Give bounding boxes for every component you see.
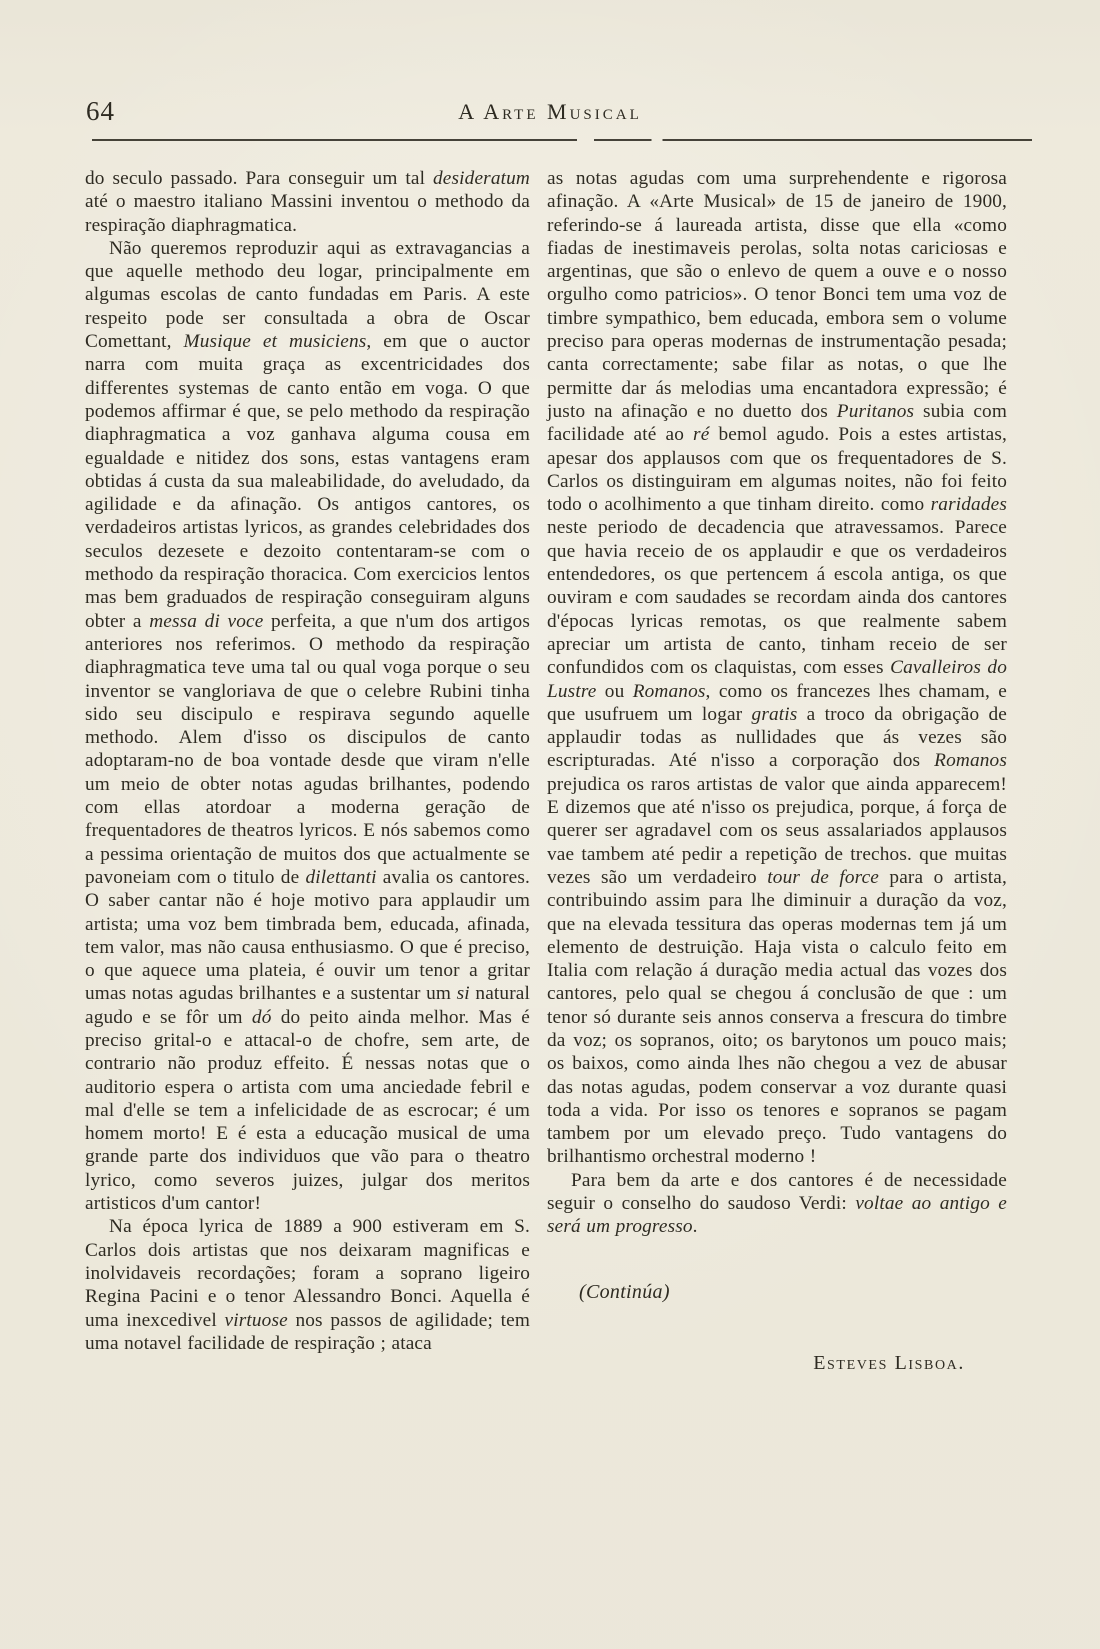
- article-body: [85, 167, 1007, 1375]
- paragraph: as notas agudas com uma surprehendente e rigorosa afinação. A «Arte Musical» de 15 de janeiro de 1900, referindo-se á laureada artista, disse que ella «como fiadas de inestimaveis perolas, solta notas cariciosas e argentinas, que são o enlevo de quem a ouve e o nosso orgulho como patricios». O tenor Bonci tem uma voz de timbre sympathico, bem educada, embora sem o volume preciso para operas modernas de instrumentação pesada; canta correctamente; sabe filar as notas, o que lhe permitte dar ás melodias uma encantadora expressão; é justo na afinação e no duetto dos Puritanos subia com facilidade até ao ré bemol agudo. Pois a estes artistas, apesar dos applausos com que os frequentadores de S. Carlos os distinguiram em algumas noites, não foi feito todo o acolhimento a que tinham direito. como raridades neste periodo de decadencia que atravessamos. Parece que havia receio de os applaudir e que os verdadeiros entendedores, os que pertencem á escola antiga, os que ouviram e com saudades se recordam ainda dos cantores d'épocas lyricas remotas, os que realmente sabem apreciar um artista de canto, tinham receio de ser confundidos com os claquistas, com esses Cavalleiros do Lustre ou Romanos, como os francezes lhes chamam, e que usufruem um logar gratis a troco da obrigação de applaudir todas as nullidades que ás vezes são escripturadas. Até n'isso a corporação dos Romanos prejudica os raros artistas de valor que ainda apparecem! E dizemos que até n'isso os prejudica, porque, á força de querer ser agradavel com os seus assalariados applausos vae tambem até pedir a repetição de trechos. que muitas vezes são um verdadeiro tour de force para o artista, contribuindo assim para lhe diminuir a duração da voz, que na elevada tessitura das operas modernas tem já um elemento de destruição. Haja vista o calculo feito em Italia com relação á duração media actual das vozes dos cantores, pelo qual se chegou á conclusão de que : um tenor só durante seis annos conserva a frescura do timbre da voz; os sopranos, oito; os barytonos um pouco mais; os baixos, como ainda lhes não chegou a vez de abusar das notas agudas, podem conservar a voz durante quasi toda a vida. Por isso os tenores e sopranos se pagam tambem por um elevado preço. Tudo vantagens do brilhantismo orchestral moderno !: [547, 168, 1008, 1168]
- paragraph: Na época lyrica de 1889 a 900 estiveram em S. Carlos dois artistas que nos deixaram magnificas e inolvidaveis recordações; foram a soprano ligeiro Regina Pacini e o tenor Alessandro Bonci. Aquella é uma inexcedivel virtuose nos passos de agilidade; tem uma notavel facilidade de respiração ; ataca: [85, 1216, 530, 1354]
- paragraph: Não queremos reproduzir aqui as extravagancias a que aquelle methodo deu logar, principalmente em algumas escolas de canto fundadas em Paris. A este respeito pode ser consultada a obra de Oscar Comettant, Musique et musiciens, em que o auctor narra com muita graça as excentricidades dos differentes systemas de canto então em voga. O que podemos affirmar é que, se pelo methodo da respiração diaphragmatica a voz ganhava alguma cousa em egualdade e nitidez dos sons, estas vantagens eram obtidas á custa da sua maleabilidade, do aveludado, da agilidade e da afinação. Os antigos cantores, os verdadeiros artistas lyricos, as grandes celebridades dos seculos dezesete e dezoito contentaram-se com o methodo da respiração thoracica. Com exercicios lentos mas bem graduados de respiração conseguiram alguns obter a messa di voce perfeita, a que n'um dos artigos anteriores nos referimos. O methodo da respiração diaphragmatica teve uma tal ou qual voga porque o seu inventor se vangloriava de que o celebre Rubini tinha sido seu discipulo e respirava segundo aquelle methodo. Alem d'isso os discipulos de canto adoptaram-no de boa vontade desde que viram n'elle um meio de obter notas agudas brilhantes, podendo com ellas atordoar a moderna geração de frequentadores de theatros lyricos. E nós sabemos como a pessima orientação de muitos dos que actualmente se pavoneiam com o titulo de dilettanti avalia os cantores. O saber cantar não é hoje motivo para applaudir um artista; uma voz bem timbrada bem, educada, afinada, tem valor, mas não causa enthusiasmo. O que é preciso, o que aquece uma plateia, é ouvir um tenor a gritar umas notas agudas brilhantes e a sustentar um si natural agudo e se fôr um dó do peito ainda melhor. Mas é preciso grital-o e attacal-o de chofre, sem arte, de contrario não produz effeito. É nessas notas que o auditorio espera o artista com uma anciedade febril e mal d'elle se tem a infelicidade de as escrocar; é um homem morto! E é esta a educação musical de uma grande parte dos individuos que vão para o theatro lyrico, como severos juizes, julgar dos meritos artisticos d'um cantor!: [85, 237, 530, 1215]
- right-column-text: [547, 167, 1007, 1239]
- author-signature: Esteves Lisboa.: [813, 1351, 965, 1374]
- left-column: [85, 167, 530, 1375]
- continuation-note: (Continúa): [579, 1280, 670, 1303]
- paragraph: Para bem da arte e dos cantores é de necessidade seguir o conselho do saudoso Verdi: voltae ao antigo e será um progresso.: [547, 1169, 1007, 1238]
- right-column: [547, 167, 1007, 1375]
- page-number: 64: [86, 96, 115, 126]
- journal-title: A Arte Musical: [458, 99, 642, 124]
- paragraph: do seculo passado. Para conseguir um tal desideratum até o maestro italiano Massini inventou o methodo da respiração diaphragmatica.: [85, 168, 530, 236]
- header-rule: [92, 139, 1032, 141]
